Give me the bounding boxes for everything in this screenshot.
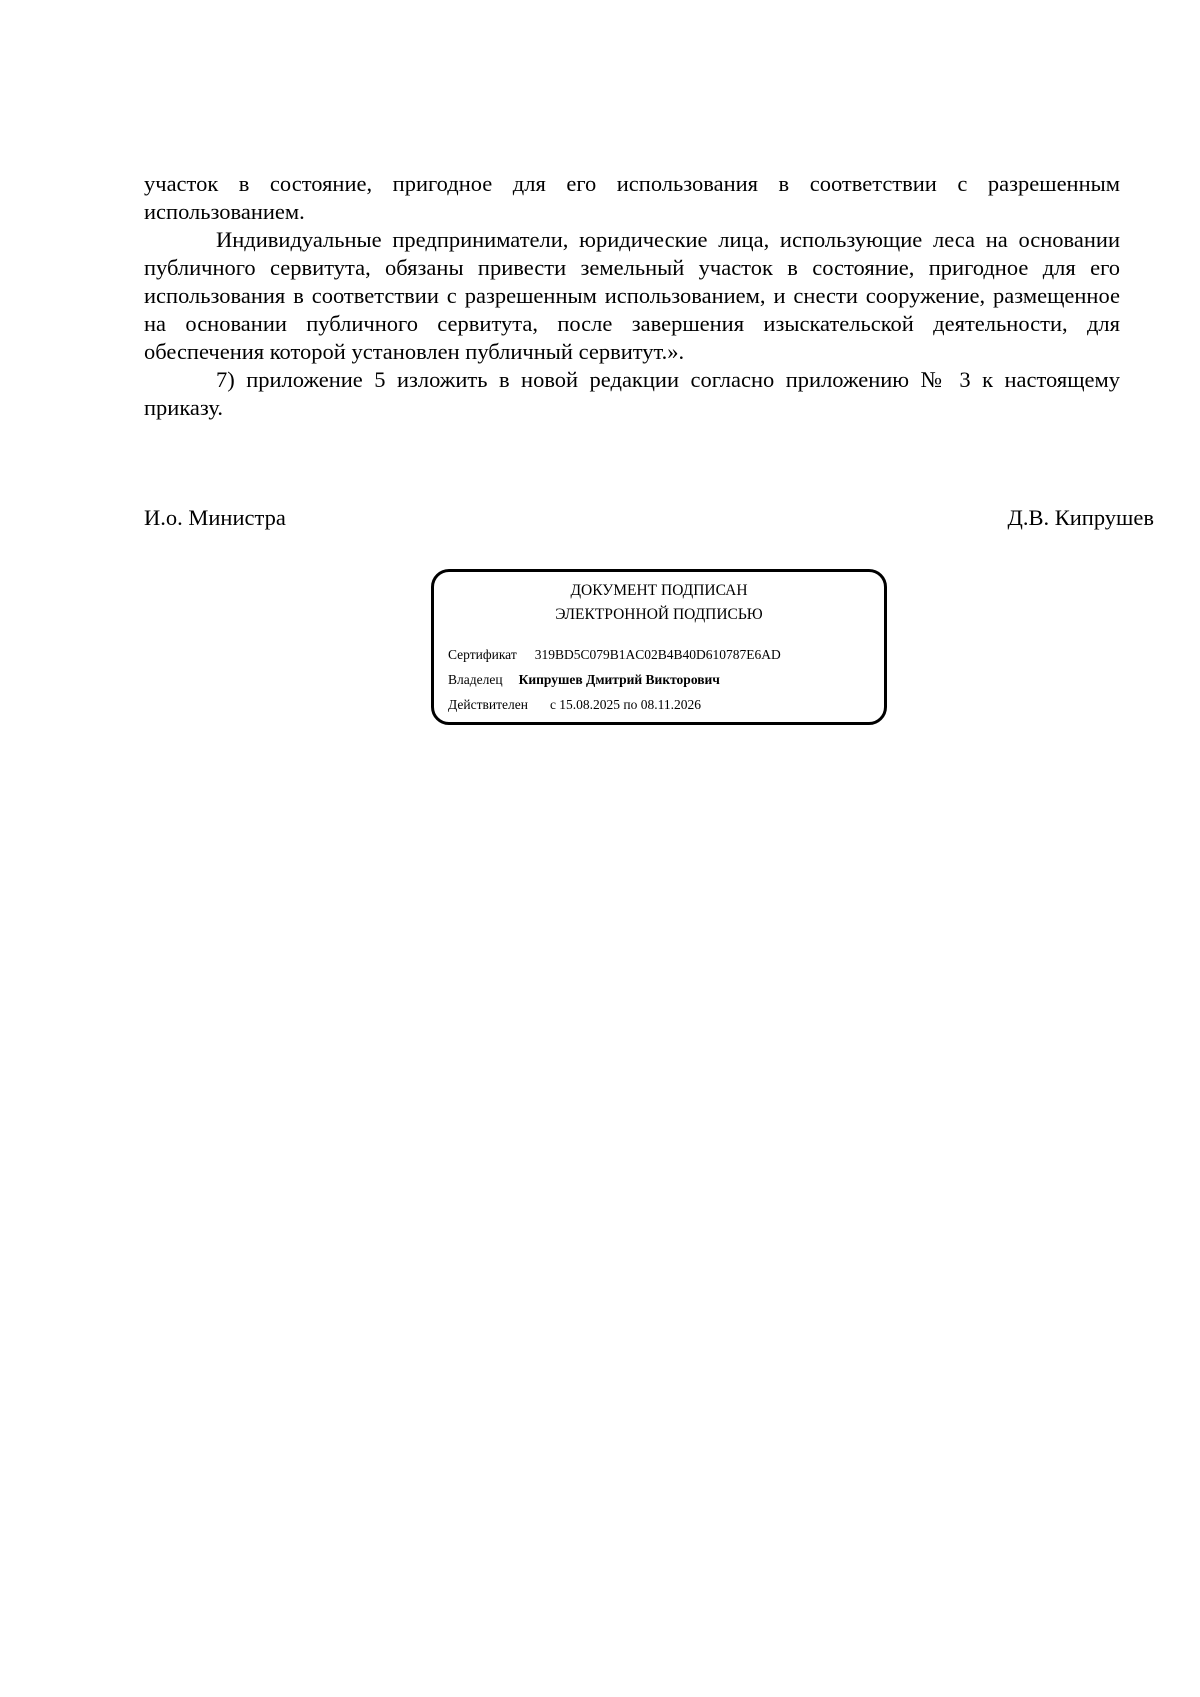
electronic-signature-stamp [431, 569, 887, 725]
document-body [144, 170, 1120, 422]
stamp-certificate-row [448, 645, 781, 665]
stamp-validity-row [448, 695, 701, 715]
stamp-validity-value: с 15.08.2025 по 08.11.2026 [549, 697, 702, 712]
paragraph-continuation: участок в состояние, пригодное для его использования в соответствии с разрешенным использованием. [144, 171, 1120, 224]
stamp-owner-label: Владелец [448, 672, 503, 687]
stamp-title-line-2: ЭЛЕКТРОННОЙ ПОДПИСЬЮ [555, 606, 763, 623]
stamp-title-line-1: ДОКУМЕНТ ПОДПИСАН [570, 582, 748, 599]
stamp-validity-label: Действителен [448, 697, 528, 712]
stamp-certificate-value: 319BD5C079B1AC02B4B40D610787E6AD [534, 647, 781, 662]
stamp-owner-row [448, 670, 720, 690]
paragraph-servitude: Индивидуальные предприниматели, юридические лица, использующие леса на основании публичного сервитута, обязаны привести земельный участок в состояние, пригодное для его использования в соответствии с разрешенным использованием, и снести сооружение, размещенное на основании публичного сервитута, после завершения изыскательской деятельности, для обеспечения которой установлен публичный сервитут.». [144, 227, 1120, 364]
signatory-name: Д.В. Кипрушев [1007, 505, 1154, 530]
paragraph-item-7: 7) приложение 5 изложить в новой редакции согласно приложению № 3 к настоящему приказу. [144, 367, 1120, 420]
stamp-owner-value: Кипрушев Дмитрий Викторович [518, 672, 720, 687]
stamp-certificate-label: Сертификат [448, 647, 517, 662]
signatory-position: И.о. Министра [144, 505, 286, 530]
